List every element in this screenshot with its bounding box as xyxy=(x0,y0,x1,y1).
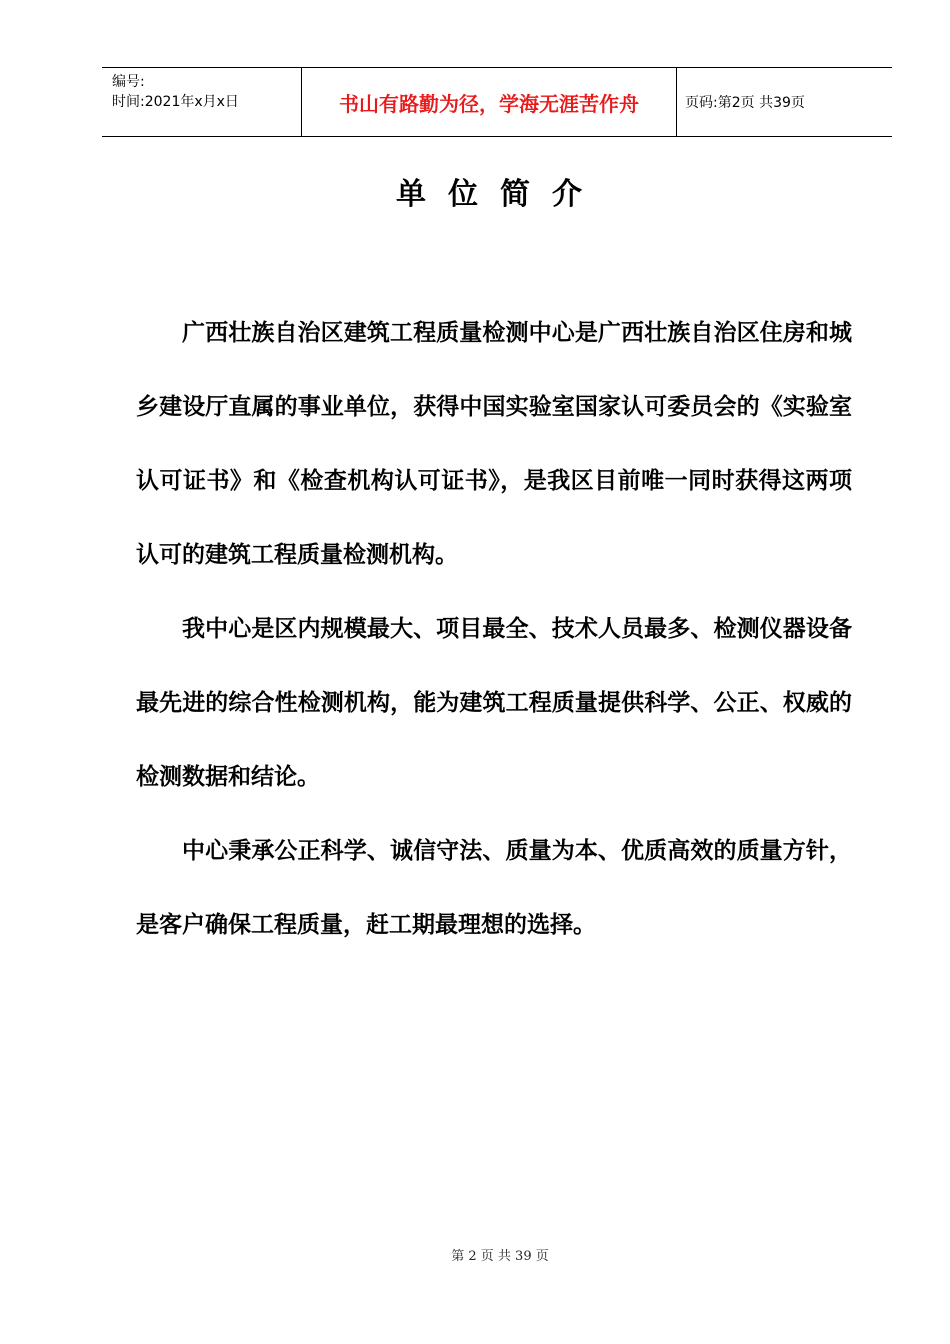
header-page-label: 页码:第2页 共39页 xyxy=(685,95,805,111)
page-header xyxy=(102,67,892,137)
header-number-label: 编号: xyxy=(112,74,145,90)
paragraph: 中心秉承公正科学、诚信守法、质量为本、优质高效的质量方针，是客户确保工程质量，赶工期最理想的选择。 xyxy=(136,837,852,938)
header-time-label: 时间:2021年x月x日 xyxy=(112,94,239,110)
header-motto: 书山有路勤为径，学海无涯苦作舟 xyxy=(302,68,677,136)
document-title: 单位简介 xyxy=(396,177,604,212)
document-body xyxy=(136,296,852,962)
paragraph: 我中心是区内规模最大、项目最全、技术人员最多、检测仪器设备最先进的综合性检测机构，能为建筑工程质量提供科学、公正、权威的检测数据和结论。 xyxy=(136,615,852,790)
header-meta xyxy=(102,68,302,136)
page-footer: 第 2 页 共 39 页 xyxy=(451,1249,549,1264)
paragraph: 广西壮族自治区建筑工程质量检测中心是广西壮族自治区住房和城乡建设厅直属的事业单位，获得中国实验室国家认可委员会的《实验室认可证书》和《检查机构认可证书》，是我区目前唯一同时获得这两项认可的建筑工程质量检测机构。 xyxy=(136,319,852,568)
